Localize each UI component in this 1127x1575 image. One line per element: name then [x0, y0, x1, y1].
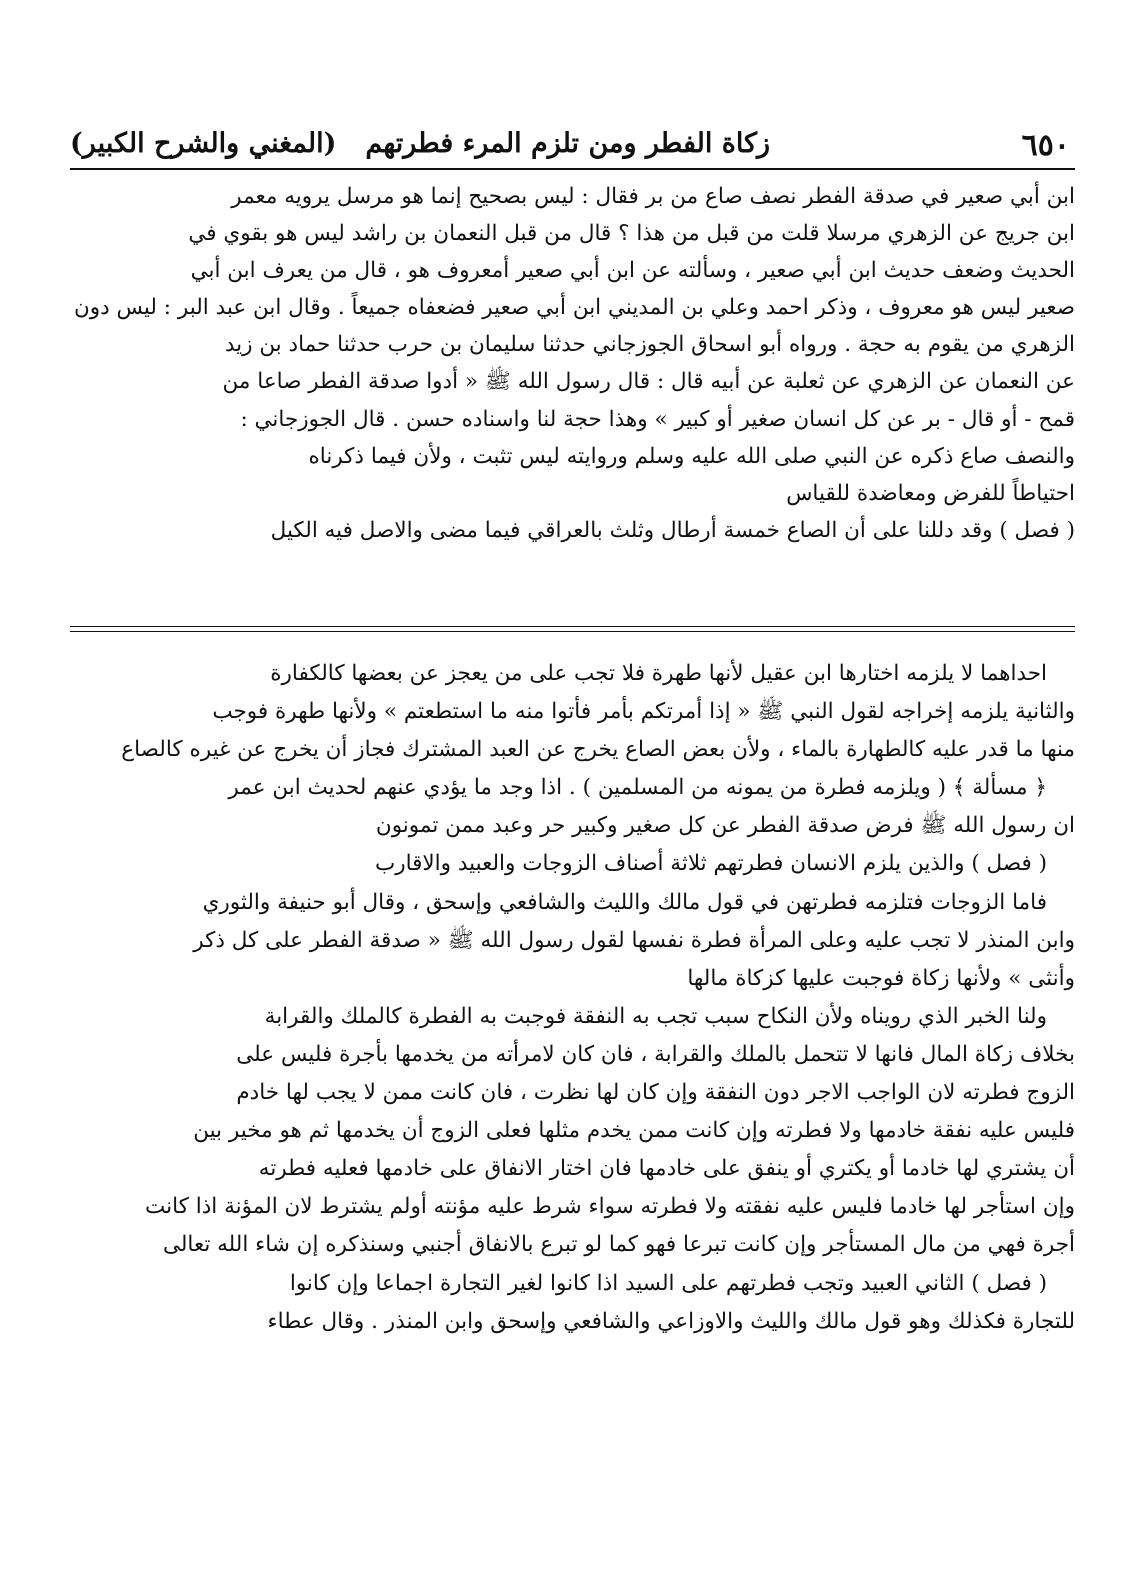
- text-line: الزهري من يقوم به حجة . ورواه أبو اسحاق الجوزجاني حدثنا سليمان بن حرب حدثنا حماد بن زيد: [224, 332, 1075, 358]
- text-line: وابن المنذر لا تجب عليه وعلى المرأة فطرة نفسها لقول رسول الله ﷺ « صدقة الفطر على كل ذكر: [193, 927, 1075, 953]
- text-line: أجرة فهي من مال المستأجر وإن كانت تبرعا فهو كما لو تبرع بالانفاق أجنبي وسنذكره إن شاء الله تعالى: [162, 1232, 1075, 1258]
- text-line: الزوج فطرته لان الواجب الاجر دون النفقة وإن كان لها نظرت ، فان كانت ممن لا يجب لها خادم: [236, 1080, 1075, 1106]
- text-line: ( فصل ) والذين يلزم الانسان فطرتهم ثلاثة أصناف الزوجات والعبيد والاقارب: [374, 851, 1047, 877]
- text-line: فليس عليه نفقة خادمها ولا فطرته وإن كانت ممن يخدم مثلها فعلى الزوج أن يخدمها ثم هو مخير بين: [193, 1118, 1075, 1144]
- text-line: وأنثى » ولأنها زكاة فوجبت عليها كزكاة مالها: [687, 965, 1075, 991]
- text-line: بخلاف زكاة المال فانها لا تتحمل بالملك والقرابة ، فان كان لامرأته من يخدمها بأجرة فليس على: [236, 1041, 1075, 1067]
- text-line: الحديث وضعف حديث ابن أبي صعير ، وسألته عن ابن أبي صعير أمعروف هو ، قال من يعرف ابن أبي: [190, 258, 1075, 284]
- chapter-title: زكاة الفطر ومن تلزم المرء فطرتهم: [365, 128, 770, 159]
- text-line: ( فصل ) وقد دللنا على أن الصاع خمسة أرطال وثلث بالعراقي فيما مضى والاصل فيه الكيل: [270, 517, 1075, 543]
- text-line: احداهما لا يلزمه اختارها ابن عقيل لأنها طهرة فلا تجب على من يعجز عن بعضها كالكفارة: [270, 661, 1047, 686]
- text-line: أن يشتري لها خادما أو يكتري أو ينفق على خادمها فان اختار الانفاق على خادمها فعليه فطرته: [258, 1156, 1075, 1182]
- text-line: فاما الزوجات فتلزمه فطرتهن في قول مالك والليث والشافعي وإسحق ، وقال أبو حنيفة والثوري: [202, 889, 1047, 915]
- text-line: والثانية يلزمه إخراجه لقول النبي ﷺ « إذا أمرتكم بأمر فأتوا منه ما استطعتم » ولأنها طهرة فوجب: [212, 699, 1075, 725]
- text-line: قمح - أو قال - بر عن كل انسان صغير أو كبير » وهذا حجة لنا واسناده حسن . قال الجوزجاني :: [240, 406, 1075, 432]
- text-line: ﴿ مسألة ﴾ ( ويلزمه فطرة من يمونه من المسلمين ) . اذا وجد ما يؤدي عنهم لحديث ابن عمر: [228, 775, 1047, 801]
- section-divider: [70, 626, 1075, 632]
- text-line: للتجارة فكذلك وهو قول مالك والليث والاوزاعي والشافعي وإسحق وابن المنذر . وقال عطاء: [267, 1308, 1075, 1334]
- main-text: [70, 655, 1075, 1341]
- book-title: (المغني والشرح الكبير): [70, 128, 337, 159]
- text-line: صعير ليس هو معروف ، وذكر احمد وعلي بن المديني ابن أبي صعير فضعفاه جميعاً . وقال ابن عبد البر : ليس دون: [73, 295, 1075, 321]
- text-line: ان رسول الله ﷺ فرض صدقة الفطر عن كل صغير وكبير حر وعبد ممن تمونون: [375, 813, 1075, 839]
- text-line: والنصف صاع ذكره عن النبي صلى الله عليه وسلم وروايته ليس تثبت ، ولأن فيما ذكرناه: [308, 443, 1075, 469]
- text-line: ( فصل ) الثاني العبيد وتجب فطرتهم على السيد اذا كانوا لغير التجارة اجماعا وإن كانوا: [289, 1270, 1047, 1296]
- text-line: عن النعمان عن الزهري عن ثعلبة عن أبيه قال : قال رسول الله ﷺ « أدوا صدقة الفطر صاعا من: [222, 369, 1075, 395]
- text-line: وإن استأجر لها خادما فليس عليه نفقته ولا فطرته سواء شرط عليه مؤنته أولم يشترط لان المؤنة اذا كانت: [145, 1194, 1075, 1220]
- page-number: ٦٥٠: [1021, 128, 1070, 163]
- text-line: احتياطاً للفرض ومعاضدة للقياس: [786, 480, 1075, 506]
- page-header: [70, 128, 1070, 168]
- text-line: منها ما قدر عليه كالطهارة بالماء ، ولأن بعض الصاع يخرج عن العبد المشترك فجاز أن يخرج عن غيره كالصاع: [121, 737, 1075, 763]
- text-line: ابن أبي صعير في صدقة الفطر نصف صاع من بر فقال : ليس بصحيح إنما هو مرسل يرويه معمر: [231, 184, 1075, 209]
- text-line: ابن جريج عن الزهري مرسلا قلت من قبل من هذا ؟ قال من قبل النعمان بن راشد ليس هو بقوي في: [188, 221, 1075, 247]
- text-line: ولنا الخبر الذي رويناه ولأن النكاح سبب تجب به النفقة فوجبت به الفطرة كالملك والقرابة: [264, 1003, 1047, 1029]
- header-rule: [70, 168, 1075, 170]
- commentary-text: [70, 178, 1075, 549]
